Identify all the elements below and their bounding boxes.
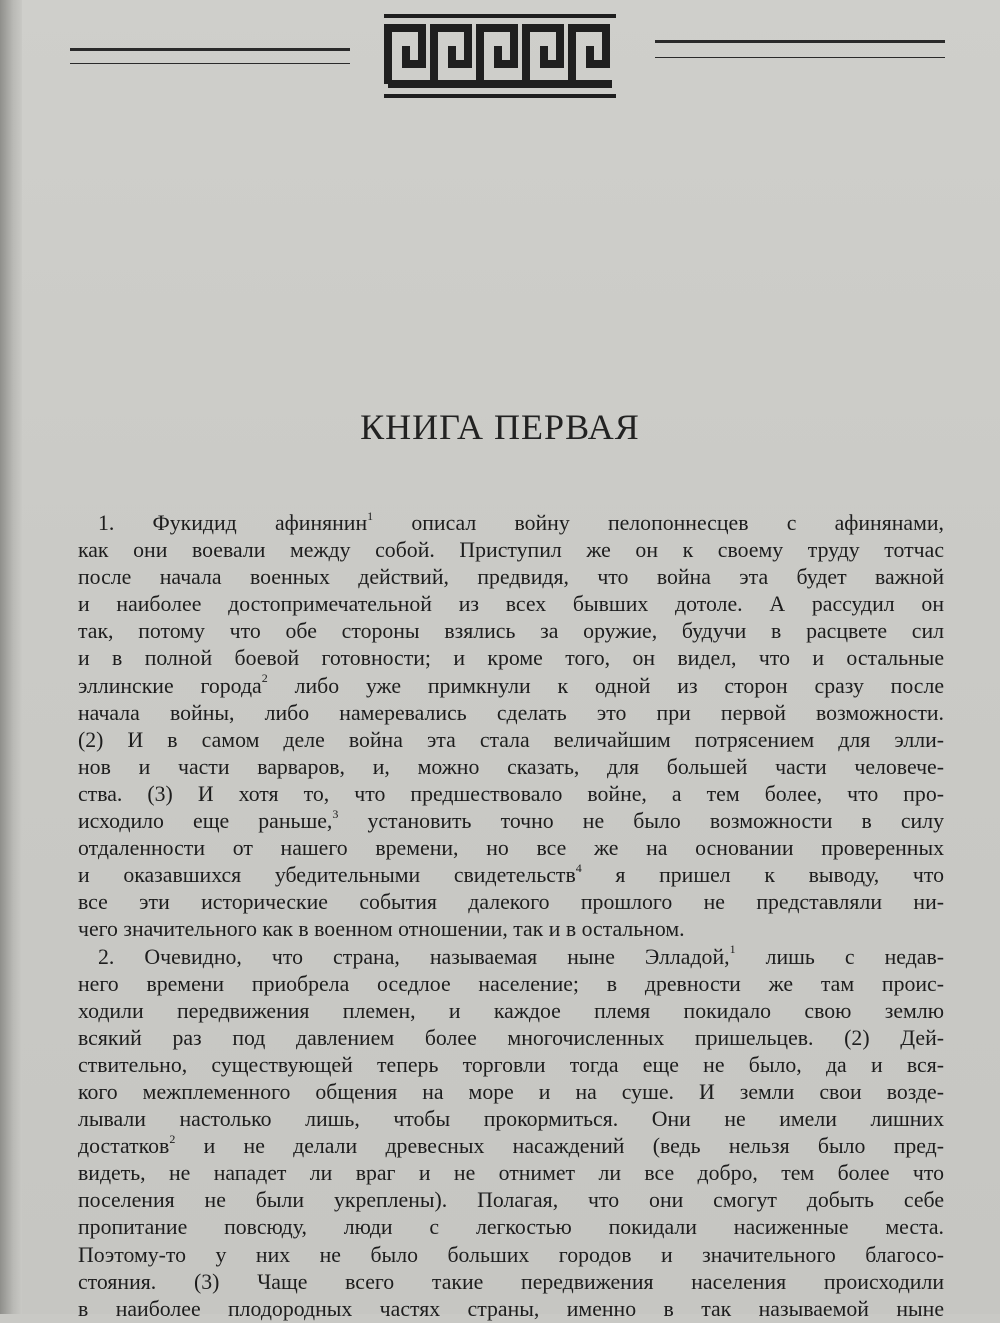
- line-text-continued: и не делали древесных насаждений (ведь нельзя было пред-: [175, 1134, 944, 1159]
- text-line: [78, 673, 944, 700]
- line-text: него времени приобрела оседлое население; в древности же там проис-: [78, 971, 944, 996]
- line-text: нов и части варваров, и, можно сказать, для большей части человече-: [78, 754, 944, 779]
- line-text: пропитание повсюду, люди с легкостью покидали насиженные места.: [78, 1215, 944, 1240]
- line-text: в наиболее плодородных частях страны, именно в так называемой ныне: [78, 1296, 944, 1321]
- text-line: [78, 1106, 944, 1133]
- line-text: так, потому что обе стороны взялись за оружие, будучи в расцвете сил: [78, 619, 944, 644]
- footnote-marker: 1: [367, 508, 374, 523]
- text-line: [78, 1269, 944, 1296]
- line-text-continued: описал войну пелопоннесцев с афинянами,: [373, 511, 944, 535]
- text-line: [78, 998, 944, 1025]
- line-text: Поэтому-то у них не было больших городов и значительного благосо-: [78, 1242, 944, 1267]
- right-rule-bottom: [655, 57, 945, 58]
- line-text-continued: я пришел к выводу, что: [581, 863, 944, 888]
- text-line: [78, 1160, 944, 1187]
- text-line: [78, 1296, 944, 1323]
- text-line: [78, 510, 944, 537]
- text-line: [78, 835, 944, 862]
- line-text: отдаленности от нашего времени, но все же на основании проверенных: [78, 836, 944, 861]
- line-text: и в полной боевой готовности; и кроме того, он видел, что и остальные: [78, 646, 944, 671]
- text-line: [78, 564, 944, 591]
- text-line: [78, 1025, 944, 1052]
- line-text: (2) И в самом деле война эта стала величайшим потрясением для элли-: [78, 727, 944, 752]
- text-line: [78, 618, 944, 645]
- line-text: поселения не были укреплены). Полагая, что они смогут добыть себе: [78, 1188, 944, 1213]
- text-line: [78, 1187, 944, 1214]
- line-text: стояния. (3) Чаще всего такие передвижения населения происходили: [78, 1269, 944, 1294]
- text-line: [78, 889, 944, 916]
- text-line: [78, 1052, 944, 1079]
- line-text: после начала военных действий, предвидя, что война эта будет важной: [78, 565, 944, 590]
- line-text: исходило еще раньше,: [78, 809, 333, 834]
- text-line: [78, 1079, 944, 1106]
- line-text: всякий раз под давлением более многочисленных пришельцев. (2) Дей-: [78, 1025, 944, 1050]
- right-rule-top: [655, 40, 945, 43]
- left-rule-bottom: [70, 63, 350, 64]
- line-text: лывали настолько лишь, чтобы прокормиться. Они не имели лишних: [78, 1107, 944, 1132]
- line-text: эллинские города: [78, 673, 262, 698]
- text-line: [78, 591, 944, 618]
- text-line: [78, 916, 944, 943]
- footnote-marker: 3: [332, 806, 339, 821]
- line-text: кого межплеменного общения на море и на суше. И земли свои возде-: [78, 1079, 944, 1104]
- text-line: [78, 781, 944, 808]
- line-text: видеть, не нападет ли враг и не отнимет ли все добро, тем более что: [78, 1161, 944, 1186]
- line-text: ства. (3) И хотя то, что предшествовало войне, а тем более, что про-: [78, 781, 944, 806]
- text-line: [78, 1133, 944, 1160]
- text-line: [78, 971, 944, 998]
- line-text: и оказавшихся убедительными свидетельств: [78, 863, 576, 888]
- line-text: достатков: [78, 1134, 170, 1159]
- text-line: [78, 808, 944, 835]
- text-line: [78, 537, 944, 564]
- line-text: чего значительного как в военном отношении, так и в остальном.: [78, 917, 685, 942]
- text-line: [78, 754, 944, 781]
- text-line: [78, 862, 944, 889]
- text-line: [78, 1214, 944, 1241]
- body-text: [78, 510, 944, 1323]
- line-text: как они воевали между собой. Приступил же он к своему труду тотчас: [78, 538, 944, 563]
- chapter-heading: КНИГА ПЕРВАЯ: [360, 407, 640, 447]
- footnote-marker: 2: [261, 671, 268, 686]
- text-line: [78, 944, 944, 971]
- line-text: ствительно, существующей теперь торговли тогда еще не было, да и вся-: [78, 1052, 944, 1077]
- text-line: [78, 1242, 944, 1269]
- footnote-marker: 1: [729, 942, 736, 957]
- footnote-marker: 2: [169, 1131, 176, 1146]
- left-rule-top: [70, 48, 350, 51]
- line-text: ходили передвижения племен, и каждое племя покидало свою землю: [78, 998, 944, 1023]
- text-line: [78, 727, 944, 754]
- meander-ornament: [384, 14, 616, 98]
- text-line: [78, 700, 944, 727]
- footnote-marker: 4: [575, 860, 582, 875]
- line-text: 2. Очевидно, что страна, называемая ныне Элладой,: [98, 944, 730, 969]
- line-text: все эти исторические события далекого прошлого не представляли ни-: [78, 890, 944, 915]
- page-gutter-shadow: [0, 0, 22, 1314]
- line-text: начала войны, либо намеревались сделать это при первой возможности.: [78, 700, 944, 725]
- line-text-continued: лишь с недав-: [735, 944, 945, 969]
- line-text-continued: либо уже примкнули к одной из сторон сразу после: [267, 673, 945, 698]
- header-ornament: [0, 14, 1000, 99]
- text-line: [78, 645, 944, 672]
- line-text: и наиболее достопримечательной из всех бывших дотоле. А рассудил он: [78, 592, 944, 617]
- line-text-continued: установить точно не было возможности в силу: [338, 809, 944, 834]
- line-text: 1. Фукидид афинянин: [98, 511, 368, 535]
